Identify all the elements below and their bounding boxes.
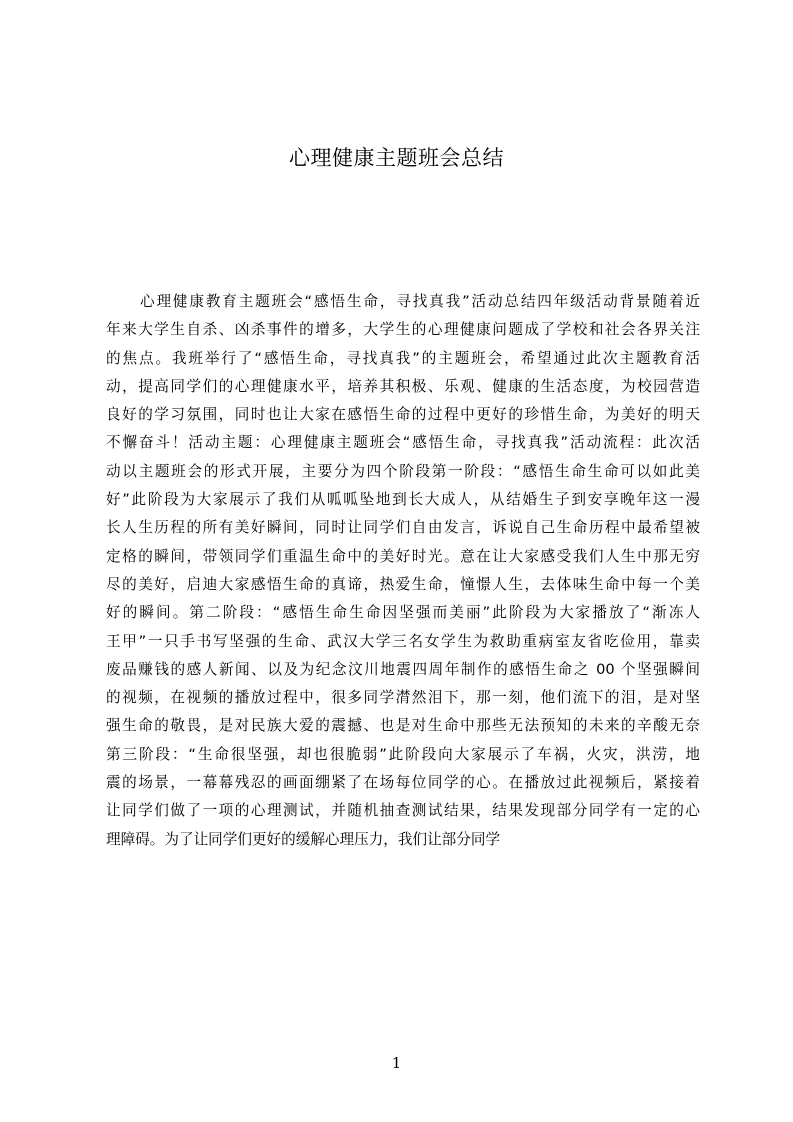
text-line: 好的瞬间。第二阶段：“感悟生命生命因坚强而美丽”此阶段为大家播放了“渐冻人 (106, 604, 700, 622)
text-line: 的焦点。我班举行了“感悟生命，寻找真我”的主题班会，希望通过此次主题教育活 (106, 349, 700, 367)
text-line: 的视频，在视频的播放过程中，很多同学潸然泪下，那一刻，他们流下的泪，是对坚 (106, 689, 700, 707)
text-line: 定格的瞬间，带领同学们重温生命中的美好时光。意在让大家感受我们人生中那无穷 (106, 547, 700, 565)
page-number: 1 (391, 1054, 402, 1072)
text-line: 动，提高同学们的心理健康水平，培养其积极、乐观、健康的生活态度，为校园营造 (106, 377, 700, 395)
text-line: 第三阶段：“生命很坚强，却也很脆弱”此阶段向大家展示了车祸，火灾，洪涝，地 (106, 745, 700, 763)
text-line: 废品赚钱的感人新闻、以及为纪念汶川地震四周年制作的感悟生命之 00 个坚强瞬间 (106, 660, 700, 678)
page-title: 心理健康主题班会总结 (289, 146, 504, 170)
text-line: 强生命的敬畏，是对民族大爱的震撼、也是对生命中那些无法预知的未来的辛酸无奈 (106, 717, 700, 735)
text-line: 不懈奋斗！活动主题：心理健康主题班会“感悟生命，寻找真我”活动流程：此次活 (106, 434, 700, 452)
text-line: 年来大学生自杀、凶杀事件的增多，大学生的心理健康问题成了学校和社会各界关注 (106, 321, 700, 339)
text-line: 好”此阶段为大家展示了我们从呱呱坠地到长大成人，从结婚生子到安享晚年这一漫 (106, 491, 700, 509)
text-line: 理障碍。为了让同学们更好的缓解心理压力，我们让部分同学 (106, 830, 501, 848)
text-line: 尽的美好，启迪大家感悟生命的真谛，热爱生命，憧憬人生，去体味生命中每一个美 (106, 575, 700, 593)
text-line: 良好的学习氛围，同时也让大家在感悟生命的过程中更好的珍惜生命，为美好的明天 (106, 406, 700, 424)
text-line: 震的场景，一幕幕残忍的画面绷紧了在场每位同学的心。在播放过此视频后，紧接着 (106, 774, 700, 792)
text-line: 动以主题班会的形式开展，主要分为四个阶段第一阶段：“感悟生命生命可以如此美 (106, 462, 700, 480)
text-line: 让同学们做了一项的心理测试，并随机抽查测试结果，结果发现部分同学有一定的心 (106, 802, 700, 820)
text-line: 心理健康教育主题班会“感悟生命，寻找真我”活动总结四年级活动背景随着近 (140, 293, 700, 310)
body-text (106, 288, 700, 854)
text-line: 长人生历程的所有美好瞬间，同时让同学们自由发言，诉说自己生命历程中最希望被 (106, 519, 700, 537)
text-line: 王甲”一只手书写坚强的生命、武汉大学三名女学生为救助重病室友省吃俭用，靠卖 (106, 632, 700, 650)
